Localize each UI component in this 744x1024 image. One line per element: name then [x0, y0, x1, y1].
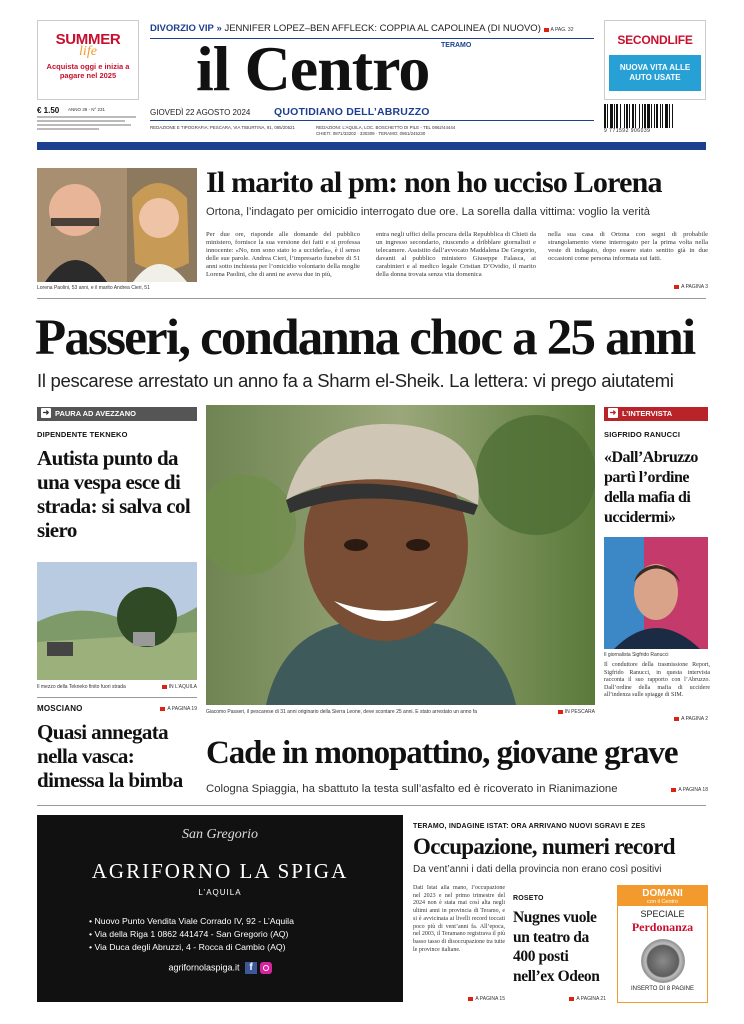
story1-page: A PAGINA 3: [620, 284, 708, 290]
promo-summer-title: SUMMER: [55, 31, 121, 48]
story1-photo: [37, 168, 197, 282]
lead-caption: Giacomo Passeri, il pescarese di 31 anni originario della Sierra Leone, deve scontare 25 anni. È stato arrestato un anno fa: [206, 709, 477, 715]
story5-page: A PAGINA 15: [445, 996, 505, 1002]
ranucci-photo-illustration: [604, 537, 708, 649]
ad-line-2: • Via della Riga 1 0862 441474 - San Gregorio (AQ): [89, 929, 289, 939]
teaser-arrows: »: [216, 23, 222, 34]
barcode-bar: [644, 104, 646, 128]
right1-caption: Il giornalista Sigfrido Ranucci: [604, 652, 669, 658]
barcode: [604, 104, 706, 136]
barcode-number: 9 771592 906039: [604, 128, 651, 134]
promo-summer-text: Acquista oggi e inizia a pagare nel 2025: [46, 62, 130, 80]
masthead-subtitle: QUOTIDIANO DELL’ABRUZZO: [274, 106, 430, 118]
story1-headline[interactable]: Il marito al pm: non ho ucciso Lorena: [206, 166, 662, 199]
right1-section: L’INTERVISTA: [622, 409, 673, 418]
domani-sub: con il Centro: [647, 899, 678, 905]
promo-life-word: life: [79, 44, 97, 59]
ad-site[interactable]: agriforno​laspiga.it: [168, 962, 240, 973]
barcode-bar: [624, 104, 625, 128]
barcode-bar: [607, 104, 608, 128]
ad-line-1: • Nuovo Punto Vendita Viale Corrado IV, 92 - L’Aquila: [89, 916, 294, 926]
story1-caption: Lorena Paolini, 53 anni, e il marito Andrea Cieri, 51: [37, 285, 150, 291]
barcode-bar: [665, 104, 668, 128]
story1-subhead: Ortona, l’indagato per omicidio interrogato due ore. La sorella dalla vittima: voglio la verità: [206, 206, 651, 218]
barcode-bar: [629, 104, 630, 128]
lead-page: IN PESCARA: [548, 709, 595, 715]
ad-lines: [89, 915, 403, 954]
teaser-page: A PAG. 32: [544, 27, 574, 33]
barcode-bar: [620, 104, 621, 128]
right1-page: A PAGINA 2: [650, 716, 708, 722]
teaser-text: JENNIFER LOPEZ–BEN AFFLECK: COPPIA AL CAPOLINEA (DI NUOVO): [224, 23, 541, 34]
masthead-fineprint: [37, 116, 141, 134]
left1-headline[interactable]: Autista punto da una vespa esce di strada: si salva col siero: [37, 446, 191, 542]
masthead-anno: ANNO 39 - N° 231: [68, 107, 106, 112]
masthead-subtitle-underline: [150, 120, 594, 121]
story5-kicker: TERAMO, INDAGINE ISTAT: ORA ARRIVANO NUOVI SGRAVI E ZES: [413, 823, 646, 830]
story5-headline[interactable]: Occupazione, numeri record: [413, 834, 675, 859]
story1-col3: nella sua casa di Ortona con segni di probabile strangolamento viene interrogato per la prima volta nella veste di indagato, dopo essere stato sentito già in due occasioni come persona informata sui fatti.: [548, 231, 708, 262]
arrow-right-icon: ➜: [42, 408, 50, 418]
story6-headline[interactable]: Nugnes vuole un teatro da 400 posti nell’ex Odeon: [513, 909, 600, 985]
masthead-date: GIOVEDÌ 22 AGOSTO 2024: [150, 108, 251, 117]
story5-subhead: Da vent’anni i dati della provincia non erano così positivi: [413, 864, 662, 875]
right1-body: Il conduttore della trasmissione Report, Sigfrido Ranucci, in questa intervista racconta il suo rapporto con l’Abruzzo. Dall’ordine della mafia di uccidere all’indenza sulle spiagge di SIM.: [604, 662, 710, 699]
masthead-city: TERAMO: [441, 42, 472, 49]
masthead-price: € 1.50: [37, 106, 60, 115]
promo-secondlife-title: SECONDLIFE: [617, 33, 693, 47]
story4-headline[interactable]: Cade in monopattino, giovane grave: [206, 735, 678, 771]
barcode-bar: [651, 104, 652, 128]
right1-photo: [604, 537, 708, 649]
story4-page: A PAGINA 18: [658, 787, 708, 793]
divider-1: [37, 298, 706, 299]
masthead-name: il Centro: [196, 33, 430, 104]
barcode-bar: [604, 104, 606, 128]
promo-secondlife[interactable]: [604, 20, 706, 100]
story6-kicker: ROSETO: [513, 895, 544, 902]
barcode-bar: [616, 104, 618, 128]
barcode-bar: [669, 104, 670, 128]
barcode-bar: [660, 104, 661, 128]
website-bar: [37, 142, 706, 157]
story5-body: Dati Istat alla mano, l’occupazione nel 2023 e nel primo trimestre del 2024 non è stata mai così alta negli ultimi anni in provincia di Teramo, e si è avvicinata ai livelli record toccati poco più di vent’anni fa. All’epoca, nel 2003, il Teramano registrava il più basso tasso di disoccupazione tra tutte le province italiane.: [413, 885, 505, 953]
facebook-icon[interactable]: f: [245, 962, 257, 974]
lead-subhead: Il pescarese arrestato un anno fa a Sharm el-Sheik. La lettera: vi prego aiutatemi: [37, 370, 674, 391]
domani-seal: [641, 939, 685, 983]
barcode-bar: [610, 104, 613, 128]
barcode-bar: [656, 104, 658, 128]
barcode-bar: [672, 104, 673, 128]
story1-col2: entra negli uffici della procura della Repubblica di Chieti da un ingresso secondario, riuscendo a dribblare giornalisti e telecamere. Assistito dall’avvocato Maddalena De Gregorio, davanti al pubblico ministero Giuseppe Falasca, ai carabinieri e al medico legale Cristian D’Ovidio, il marito della donna trovata senza vita domenica: [376, 231, 536, 278]
domani-title: DOMANI: [642, 888, 683, 899]
ad-agriforno[interactable]: [37, 815, 403, 1002]
ad-line-3: • Via Duca degli Abruzzi, 4 - Rocca di Cambio (AQ): [89, 942, 286, 952]
left2-page: A PAGINA 19: [140, 706, 197, 712]
promo-secondlife-text: NUOVA VITA ALLE AUTO USATE: [619, 63, 691, 82]
barcode-bar: [632, 104, 634, 128]
barcode-bar: [635, 104, 636, 128]
domani-inserto: INSERTO DI 8 PAGINE: [630, 986, 695, 992]
barcode-bar: [626, 104, 628, 128]
barcode-bar: [654, 104, 655, 128]
promo-secondlife-box: [609, 55, 701, 91]
domani-name: Perdonanza: [631, 920, 694, 934]
barcode-bar: [662, 104, 663, 128]
story6-page: A PAGINA 21: [550, 996, 606, 1002]
promo-summer-life[interactable]: [37, 20, 139, 100]
left1-page: IN L’AQUILA: [150, 684, 197, 690]
story1-col1: Per due ore, risponde alle domande del pubblico ministero, fornisce la sua versione dei fatti e si professa innocente: «No, non sono stato io a ucciderla», è il senso delle sue parole. Andrea Cieri, l’impresario funebre di 51 anni sotto inchiesta per l’omicidio volontario della moglie Lorena Paolini, che di anni ne aveva due in più,: [206, 231, 360, 278]
divider-2: [37, 805, 706, 806]
ad-city: L’AQUILA: [198, 888, 242, 897]
barcode-bar: [647, 104, 650, 128]
left1-kicker: DIPENDENTE TEKNEKO: [37, 430, 128, 439]
ad-site-row: [37, 962, 403, 974]
arrow-right-icon: ➜: [609, 408, 617, 418]
barcode-bar: [642, 104, 643, 128]
ad-script: San Gregorio: [181, 827, 259, 842]
road-photo-illustration: [37, 562, 197, 680]
masthead-redazione: REDAZIONE E TIPOGRAFIA: PESCARA, VIA TIBURTINA, 91, 085/20521: [150, 125, 295, 130]
teaser-label: DIVORZIO VIP: [150, 23, 214, 34]
website-link[interactable]: www.ilcentro.it: [40, 151, 83, 157]
domani-speciale: SPECIALE: [640, 909, 685, 919]
lead-photo-illustration: [206, 405, 595, 705]
left1-section-bar: [37, 407, 197, 421]
domani-header: [618, 886, 707, 906]
lead-photo: [206, 405, 595, 705]
ad-name: AGRIFORNO LA SPIGA: [91, 859, 349, 883]
left1-caption: Il mezzo della Tekneko finito fuori strada: [37, 684, 126, 690]
couple-photo-illustration: [37, 168, 197, 282]
left1-section: PAURA AD AVEZZANO: [55, 409, 136, 418]
instagram-icon[interactable]: [260, 962, 272, 974]
divider-left: [37, 697, 197, 698]
right1-kicker: SIGFRIDO RANUCCI: [604, 430, 681, 439]
left2-kicker: MOSCIANO: [37, 704, 83, 713]
masthead-redazione2: REDAZIONI: L’AQUILA, LOC. BOSCHETTO DI PILE - TEL 0862/44444: [316, 125, 456, 130]
left2-headline[interactable]: Quasi annegata nella vasca: dimessa la bimba: [37, 720, 183, 792]
barcode-bar: [614, 104, 615, 128]
barcode-bar: [639, 104, 640, 128]
domani-box[interactable]: [617, 885, 708, 1003]
right1-headline[interactable]: «Dall’Abruzzo partì l’ordine della mafia di uccidermi»: [604, 449, 698, 526]
left1-photo: [37, 562, 197, 680]
story4-subhead: Cologna Spiaggia, ha sbattuto la testa sull’asfalto ed è ricoverato in Rianimazione: [206, 783, 618, 795]
masthead-uffici: CHIETI: 0871/33202 · 330309 · TERAMO: 0861/245230: [316, 131, 426, 136]
lead-headline[interactable]: Passeri, condanna choc a 25 anni: [35, 310, 695, 366]
right1-section-bar: [604, 407, 708, 421]
masthead-logo[interactable]: [196, 34, 556, 104]
